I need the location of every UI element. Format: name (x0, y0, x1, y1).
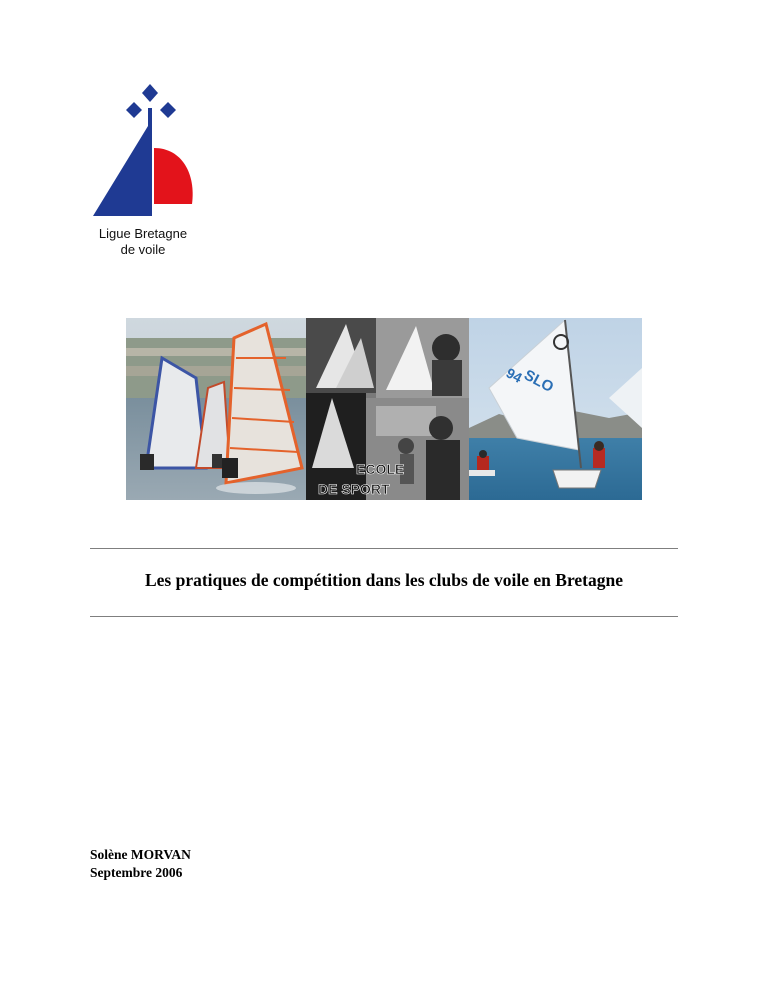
photo-collage (126, 318, 642, 500)
windsurfing-race-photo (126, 318, 306, 500)
montage-text-ecole: ECOLE (356, 461, 405, 477)
logo-caption (78, 226, 208, 258)
school-sailing-montage (306, 318, 469, 500)
document-title: Les pratiques de compétition dans les clubs de voile en Bretagne (144, 570, 624, 590)
optimist-dinghy-photo (469, 318, 642, 500)
logo-line-1: Ligue Bretagne (98, 226, 188, 241)
league-logo (78, 80, 208, 260)
sail-number-text: SLO (521, 366, 557, 397)
svg-text:94: 94 (503, 364, 525, 386)
top-divider (90, 548, 678, 549)
montage-text-sport: DE SPORT (318, 481, 390, 497)
author-name: Solène MORVAN (90, 847, 191, 862)
author-block (90, 846, 191, 882)
publication-date: Septembre 2006 (90, 865, 183, 880)
bottom-divider (90, 616, 678, 617)
sail-cross-emblem (88, 80, 198, 220)
logo-line-2: de voile (120, 242, 166, 257)
